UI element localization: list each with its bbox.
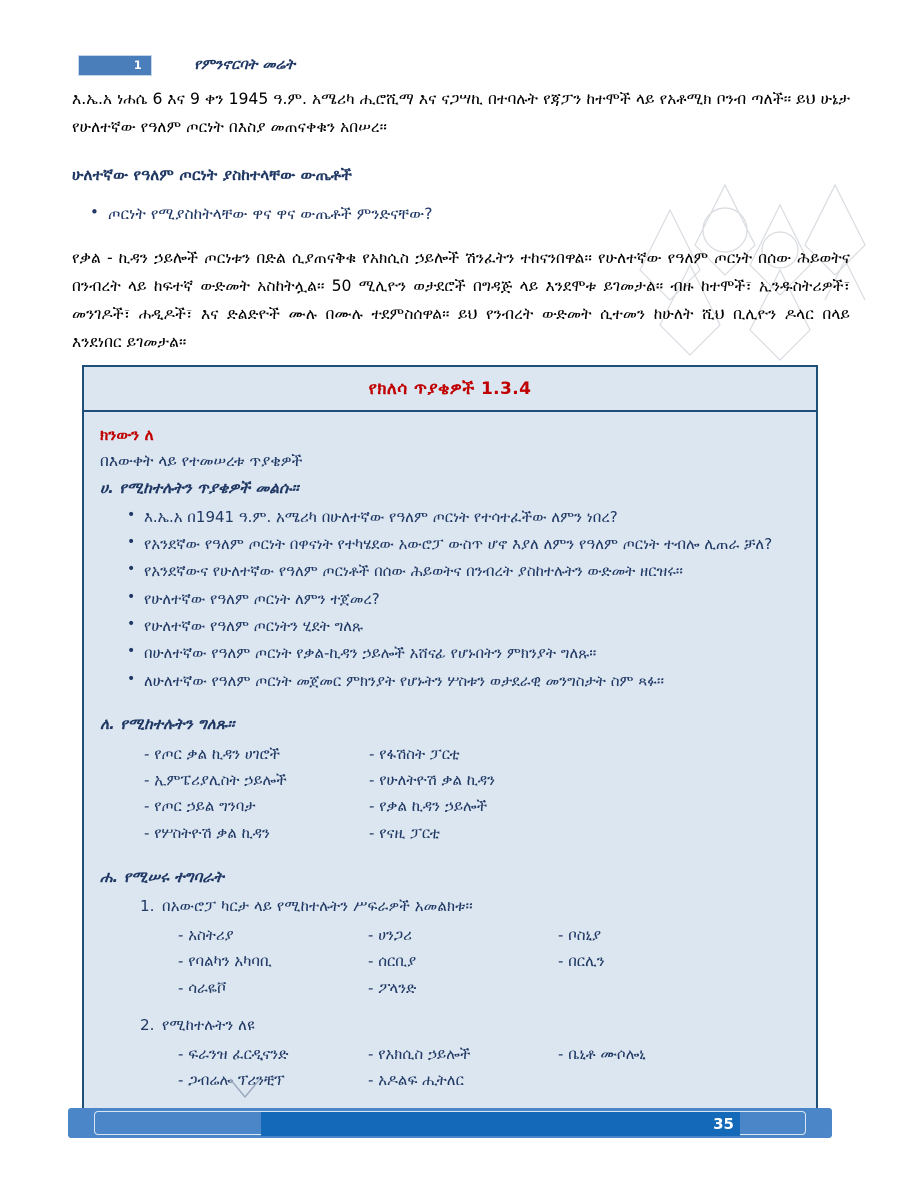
footer-bar-inner — [94, 1111, 806, 1135]
task-1-column-1 — [178, 922, 368, 1001]
task-label: በአውሮፓ ካርታ ላይ የሚከተሉትን ሥፍራዎች አመልክቱ፡፡ — [162, 896, 473, 915]
list-item: - ፍራንዝ ፈርዲናንድ — [178, 1041, 368, 1067]
list-item: • እ.ኤ.አ በ1941 ዓ.ም. አሜሪካ በሁለተኛው የዓለም ጦርነት የተሳተፈችው ለምን ነበረ? — [144, 505, 800, 529]
main-content — [72, 86, 850, 368]
list-item: - አስትሪያ — [178, 922, 368, 948]
list-item: - የጦር ኃይል ግንባታ — [144, 793, 369, 819]
task-2-column-1 — [178, 1041, 368, 1094]
list-item: - የቃል ኪዳን ኃይሎች — [369, 793, 599, 819]
task-label: የሚከተሉትን ለዩ — [162, 1015, 255, 1034]
list-item: - በርሊን — [558, 948, 748, 974]
list-item: - የናዚ ፓርቲ — [369, 820, 599, 846]
list-item: • የአንደኛው የዓለም ጦርነት በዋናነት የተካሄደው አውሮፓ ውስጥ ሆኖ እያለ ለምን የዓለም ጦርነት ተብሎ ሊጠራ ቻለ? — [144, 532, 800, 556]
list-item: • የሁለተኛው የዓለም ጦርነትን ሂደት ግለጹ — [144, 614, 800, 638]
part-c-numbered-list — [100, 894, 800, 1094]
task-1-columns — [162, 922, 800, 1001]
section-heading: ሁለተኛው የዓለም ጦርነት ያስከተላቸው ውጤቶች — [72, 165, 353, 184]
list-item: - ሰርቢያ — [368, 948, 558, 974]
list-item: - ፖላንድ — [368, 975, 558, 1001]
review-questions-box — [82, 365, 818, 1112]
list-item: - ጋብሬሎ ፕሪንቺፕ — [178, 1067, 368, 1093]
list-item: - ሀንጋሪ — [368, 922, 558, 948]
activity-label: ክንውን ለ — [100, 426, 154, 444]
exercise-box-header — [84, 367, 816, 412]
part-b-heading: ለ. የሚከተሉትን ግለጹ፡፡ — [100, 714, 235, 733]
list-item: • ለሁለተኛው የዓለም ጦርነት መጀመር ምክንያት የሆኑትን ሦስቱን ወታደራዊ መንግስታት ስም ጻፉ፡፡ — [144, 669, 800, 693]
part-c-heading: ሐ. የሚሠሩ ተግባራት — [100, 867, 224, 886]
task-1-column-3 — [558, 922, 748, 1001]
page-footer — [68, 1108, 832, 1138]
exercise-box-body — [84, 412, 816, 1110]
list-item: - ኢምፔሪያሊስት ኃይሎች — [144, 767, 369, 793]
header-title: የምንኖርባት መሬት — [194, 57, 296, 73]
list-item: • በሁለተኛው የዓለም ጦርነት የቃል-ኪዳን ኃይሎች አሸናፊ የሆኑበትን ምክንያት ግለጹ፡፡ — [144, 641, 800, 665]
paragraph-1: እ.ኤ.አ ነሐሴ 6 እና 9 ቀን 1945 ዓ.ም. አሜሪካ ሒሮሺማ እና ናጋሣኪ በተባሉት የጃፓን ከተሞች ላይ የአቶሚክ ቦንብ ጣለች፡፡ ይህ ሁኔታ የሁለተኛው የዓለም ጦርነት በእስያ መጠናቀቁን አበሠረ፡፡ — [72, 90, 850, 136]
task-2-column-3 — [558, 1041, 748, 1094]
part-b-columns — [100, 741, 800, 846]
list-item: - ቦስኒያ — [558, 922, 748, 948]
list-item: - የሦስትዮሽ ቃል ኪዳን — [144, 820, 369, 846]
list-item: • የሁለተኛው የዓለም ጦርነት ለምን ተጀመረ? — [144, 587, 800, 611]
part-a-question-list — [100, 505, 800, 693]
paragraph-2: የቃል - ኪዳን ኃይሎች ጦርነቱን በድል ሲያጠናቅቁ የአክሲስ ኃይሎች ሽንፈትን ተከናንበዋል፡፡ የሁለተኛው የዓለም ጦርነት በሰው ሕይወትና በንብረት ላይ ከፍተኛ ውድመት አስከትሏል፡፡ 50 ሚሊዮን ወታደሮች በግዳጅ ላይ እንደሞቱ ይገመታል፡፡ ብዙ ከተሞች፣ ኢንዱስትሪዎች፣ መንገዶች፣ ሐዲዶች፣ እና ድልድዮች ሙሉ በሙሉ ተደምስሰዋል፡፡ ይህ የንብረት ውድመት ሲተመን ከሁለት ሺህ ቢሊዮን ዶላር በላይ እንደነበር ይገመታል፡፡ — [72, 249, 850, 351]
list-item: - አዶልፍ ሒትለር — [368, 1067, 558, 1093]
chevron-down-icon — [228, 1078, 262, 1100]
heading-bullet-list — [72, 201, 850, 228]
list-item: - የጦር ቃል ኪዳን ሀገሮች — [144, 741, 369, 767]
list-item — [162, 894, 800, 1001]
list-item: • የአንደኛውና የሁለተኛው የዓለም ጦርነቶች በሰው ሕይወትና በንብረት ያስከተሉትን ውድመት ዘርዝሩ፡፡ — [144, 559, 800, 583]
part-a-heading: ሀ. የሚከተሉትን ጥያቄዎች መልሱ፡፡ — [100, 478, 299, 497]
chapter-number-chip — [78, 55, 152, 76]
page-number: 35 — [713, 1115, 734, 1133]
list-item: - የፋሽስት ፓርቲ — [369, 741, 599, 767]
list-item: • ጦርነት የሚያስከትላቸው ዋና ዋና ውጤቶች ምንድናቸው? — [108, 201, 850, 228]
list-item: - የባልካን አካባቢ — [178, 948, 368, 974]
activity-subtitle: በእውቀት ላይ የተመሠረቱ ጥያቄዎች — [100, 452, 303, 471]
footer-bar-fill — [261, 1112, 740, 1136]
list-item: - የአክሲስ ኃይሎች — [368, 1041, 558, 1067]
task-1-column-2 — [368, 922, 558, 1001]
chapter-number: 1 — [133, 58, 142, 72]
task-2-column-2 — [368, 1041, 558, 1094]
list-item: - ሳራዬቮ — [178, 975, 368, 1001]
part-b-column-1 — [144, 741, 369, 846]
exercise-title: የክለሳ ጥያቄዎች 1.3.4 — [368, 378, 532, 399]
page-header — [78, 52, 840, 78]
part-b-column-2 — [369, 741, 599, 846]
list-item: - የሁለትዮሽ ቃል ኪዳን — [369, 767, 599, 793]
list-item: - ቤኒቶ ሙሶሎኒ — [558, 1041, 748, 1067]
